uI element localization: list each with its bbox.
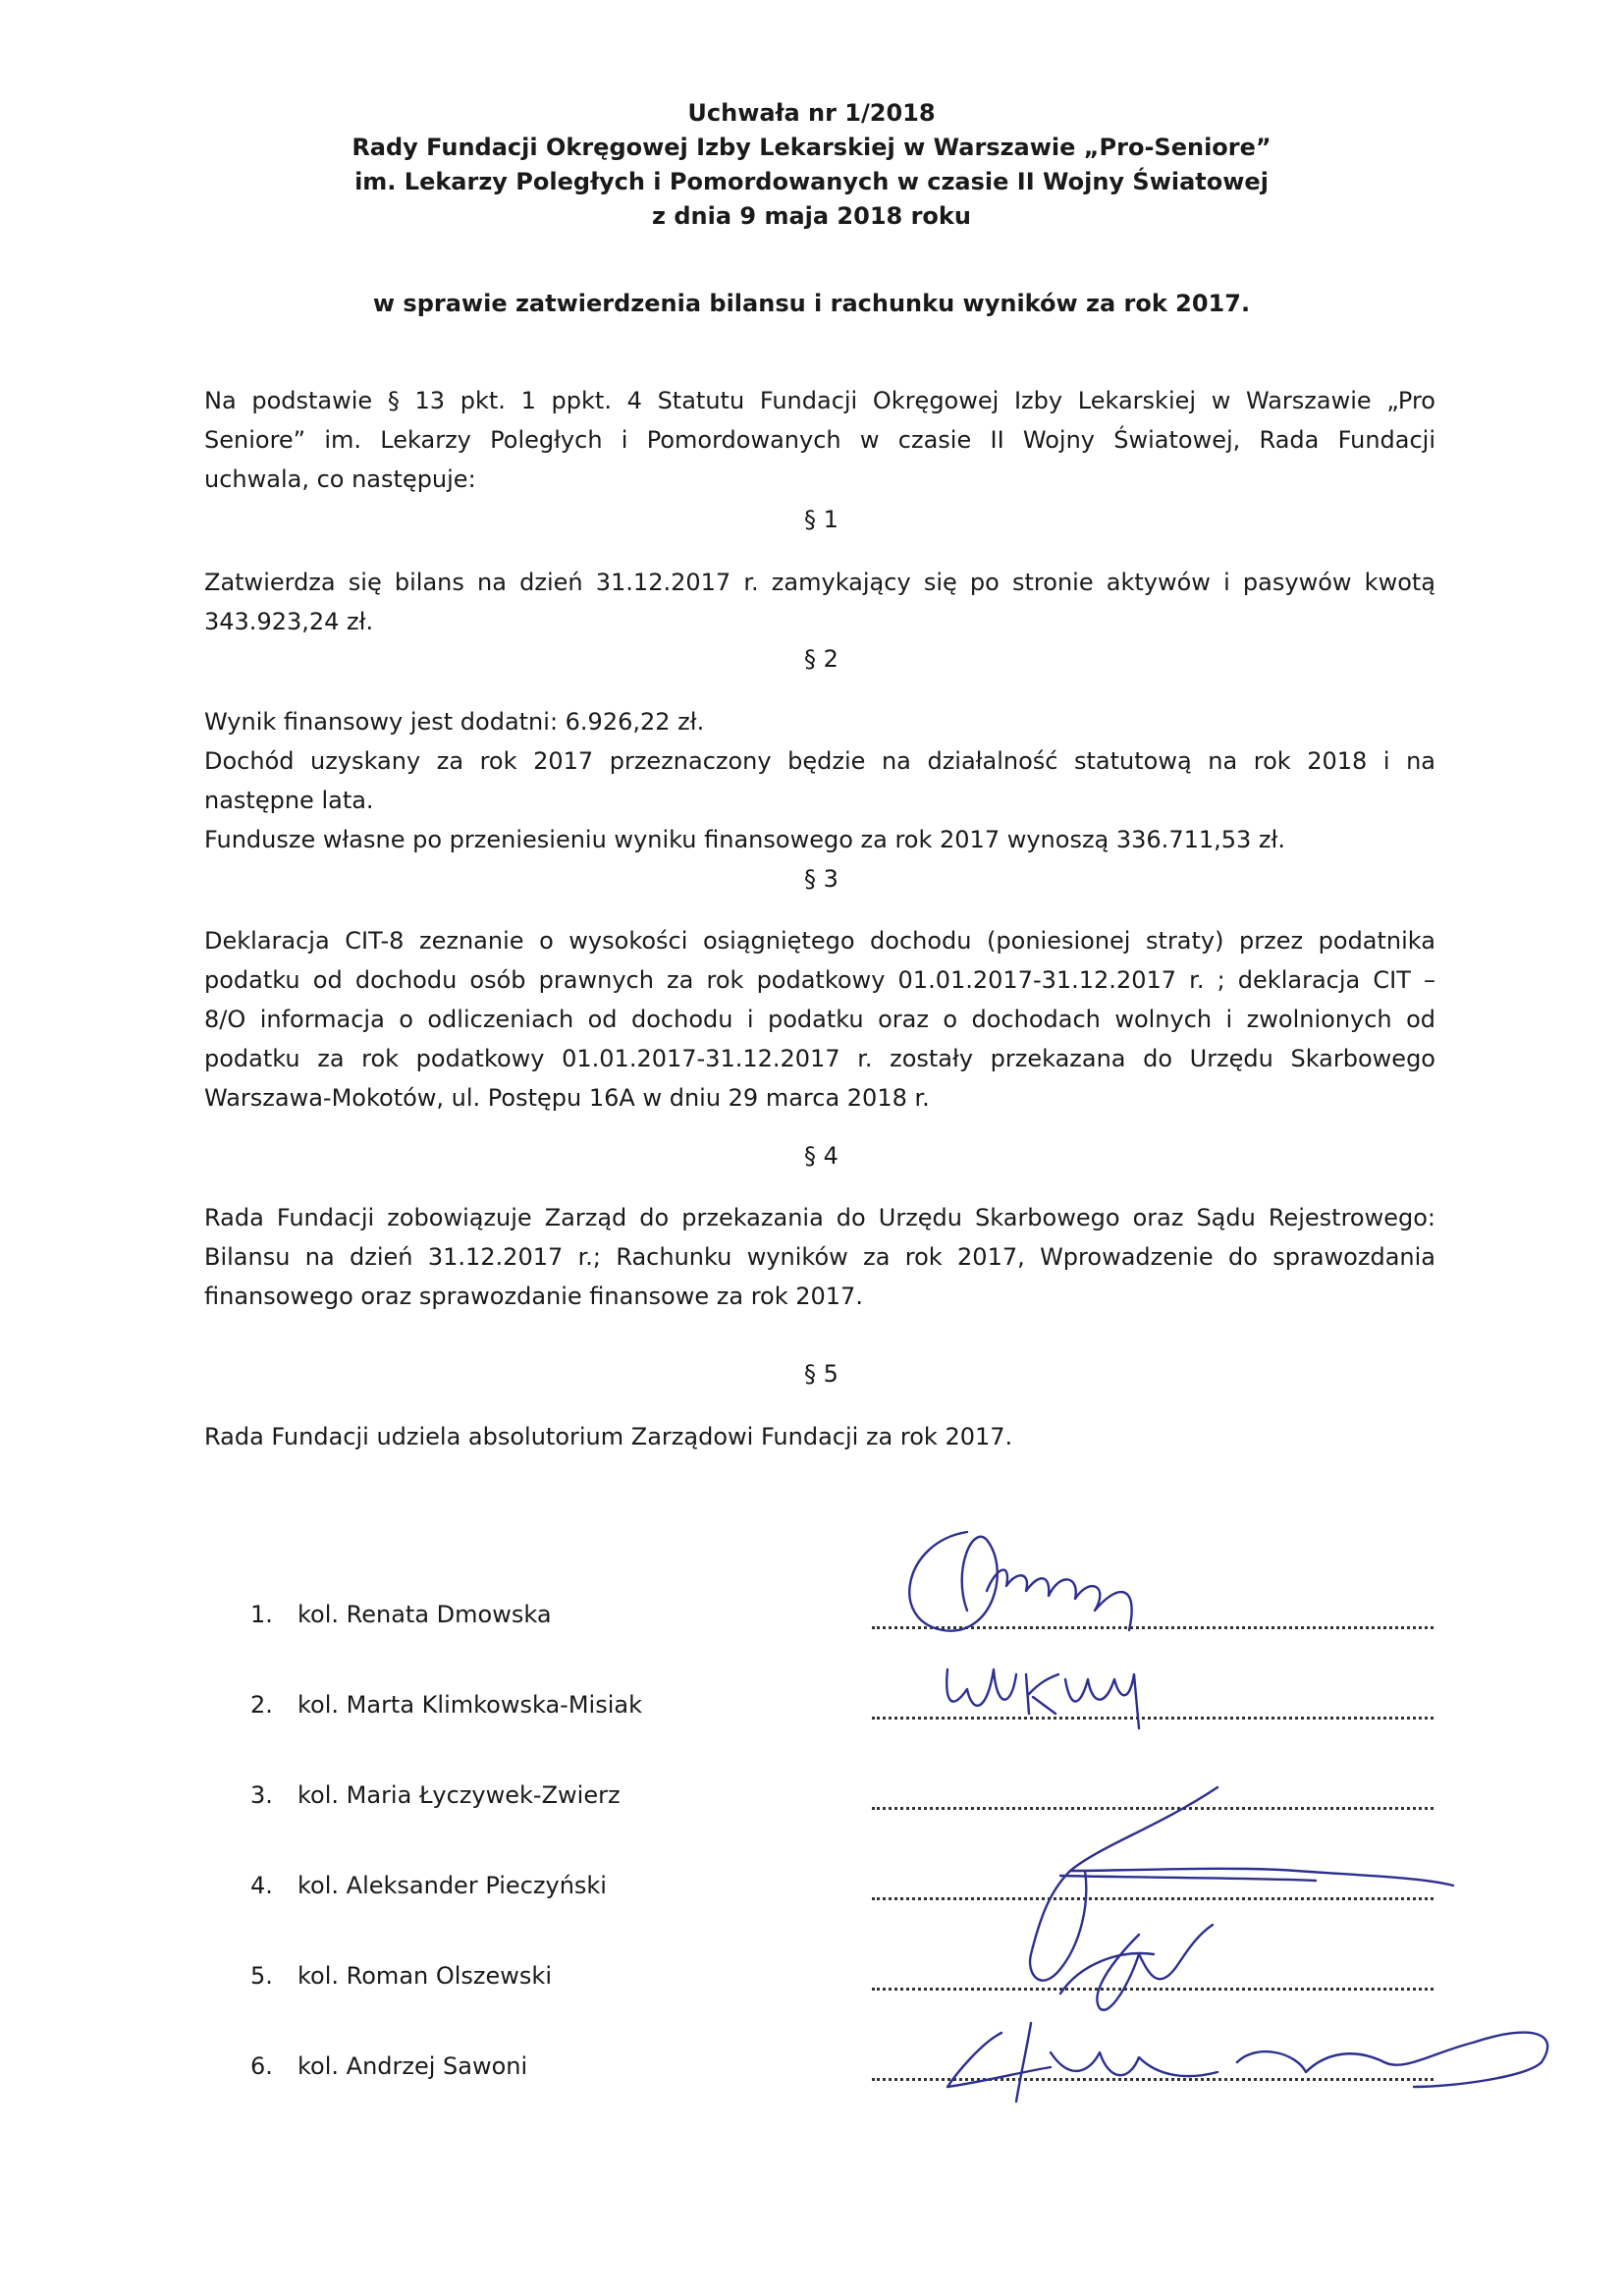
section-line: podatku za rok podatkowy 01.01.2017-31.12.2017 r. zostały przekazana do Urzędu Skarbowego (204, 1045, 1435, 1072)
section-line: 343.923,24 zł. (204, 608, 374, 635)
foundation-patron: im. Lekarzy Poległych i Pomordowanych w czasie II Wojny Światowej (354, 168, 1269, 195)
member-item (250, 1781, 621, 1809)
section-mark-5: § 5 (804, 1360, 839, 1388)
signature-line (872, 1807, 1434, 1810)
member-item (250, 1601, 552, 1628)
member-name: kol. Aleksander Pieczyński (298, 1872, 607, 1899)
section-line: Rada Fundacji zobowiązuje Zarząd do przekazania do Urzędu Skarbowego oraz Sądu Rejestrowego: (204, 1204, 1435, 1231)
member-number: 5. (250, 1962, 273, 1990)
member-number: 2. (250, 1691, 273, 1719)
member-name: kol. Maria Łyczywek-Zwierz (298, 1781, 621, 1809)
resolution-subject: w sprawie zatwierdzenia bilansu i rachunku wyników za rok 2017. (372, 290, 1251, 317)
resolution-date: z dnia 9 maja 2018 roku (652, 202, 971, 230)
member-number: 1. (250, 1601, 273, 1628)
section-line: Bilansu na dzień 31.12.2017 r.; Rachunku wyników za rok 2017, Wprowadzenie do sprawozdania (204, 1243, 1435, 1271)
member-name: kol. Roman Olszewski (298, 1962, 552, 1990)
member-name: kol. Marta Klimkowska-Misiak (298, 1691, 642, 1719)
section-line: 8/O informacja o odliczeniach od dochodu i podatku oraz o dochodach wolnych i zwolnionych od (204, 1006, 1435, 1033)
signature-1 (909, 1532, 1131, 1631)
section-line: Dochód uzyskany za rok 2017 przeznaczony będzie na działalność statutową na rok 2018 i na (204, 747, 1435, 775)
section-line: Deklaracja CIT-8 zeznanie o wysokości osiągniętego dochodu (poniesionej straty) przez podatnika (204, 927, 1435, 955)
section-line: Fundusze własne po przeniesieniu wyniku finansowego za rok 2017 wynoszą 336.711,53 zł. (204, 826, 1285, 853)
member-number: 4. (250, 1872, 273, 1899)
member-item (250, 1691, 642, 1719)
section-2-text (204, 702, 1435, 859)
section-mark-4: § 4 (804, 1142, 839, 1170)
section-mark-1: § 1 (804, 506, 839, 533)
section-line: Warszawa-Mokotów, ul. Postępu 16A w dniu 29 marca 2018 r. (204, 1084, 930, 1112)
intro-line: Na podstawie § 13 pkt. 1 ppkt. 4 Statutu Fundacji Okręgowej Izby Lekarskiej w Warszawie „Pro (204, 387, 1435, 414)
signature-line (872, 1717, 1434, 1720)
member-item (250, 1872, 607, 1899)
resolution-header (0, 96, 1623, 234)
resolution-number: Uchwała nr 1/2018 (687, 99, 936, 127)
section-line: finansowego oraz sprawozdanie finansowe za rok 2017. (204, 1283, 863, 1310)
section-line: następne lata. (204, 787, 374, 814)
section-line: Zatwierdza się bilans na dzień 31.12.2017 r. zamykający się po stronie aktywów i pasywów kwotą (204, 569, 1435, 596)
signature-line (872, 1988, 1434, 1991)
member-number: 3. (250, 1781, 273, 1809)
member-item (250, 2052, 527, 2080)
signature-3 (1030, 1787, 1453, 1981)
intro-line: Seniore” im. Lekarzy Poległych i Pomordowanych w czasie II Wojny Światowej, Rada Fundacji (204, 426, 1435, 454)
member-name: kol. Andrzej Sawoni (298, 2052, 528, 2080)
signature-line (872, 2078, 1434, 2081)
section-line: podatku od dochodu osób prawnych za rok podatkowy 01.01.2017-31.12.2017 r. ; deklaracja CIT – (204, 966, 1435, 994)
signature-2 (947, 1669, 1139, 1728)
section-1-text (204, 563, 1435, 641)
signature-5 (947, 2023, 1547, 2102)
council-name: Rady Fundacji Okręgowej Izby Lekarskiej w Warszawie „Pro-Seniore” (352, 134, 1271, 161)
signature-line (872, 1897, 1434, 1900)
member-item (250, 1962, 552, 1990)
intro-line: uchwala, co następuje: (204, 465, 476, 493)
section-line: Wynik finansowy jest dodatni: 6.926,22 zł. (204, 708, 705, 736)
signature-line (872, 1626, 1434, 1629)
section-5-text (204, 1417, 1435, 1456)
section-mark-2: § 2 (804, 645, 839, 673)
section-mark-3: § 3 (804, 865, 839, 893)
signature-4 (1060, 1925, 1213, 2010)
section-4-text (204, 1198, 1435, 1316)
section-3-text (204, 921, 1435, 1118)
member-name: kol. Renata Dmowska (298, 1601, 552, 1628)
section-line: Rada Fundacji udziela absolutorium Zarządowi Fundacji za rok 2017. (204, 1423, 1013, 1450)
member-number: 6. (250, 2052, 273, 2080)
intro-paragraph (204, 381, 1435, 499)
